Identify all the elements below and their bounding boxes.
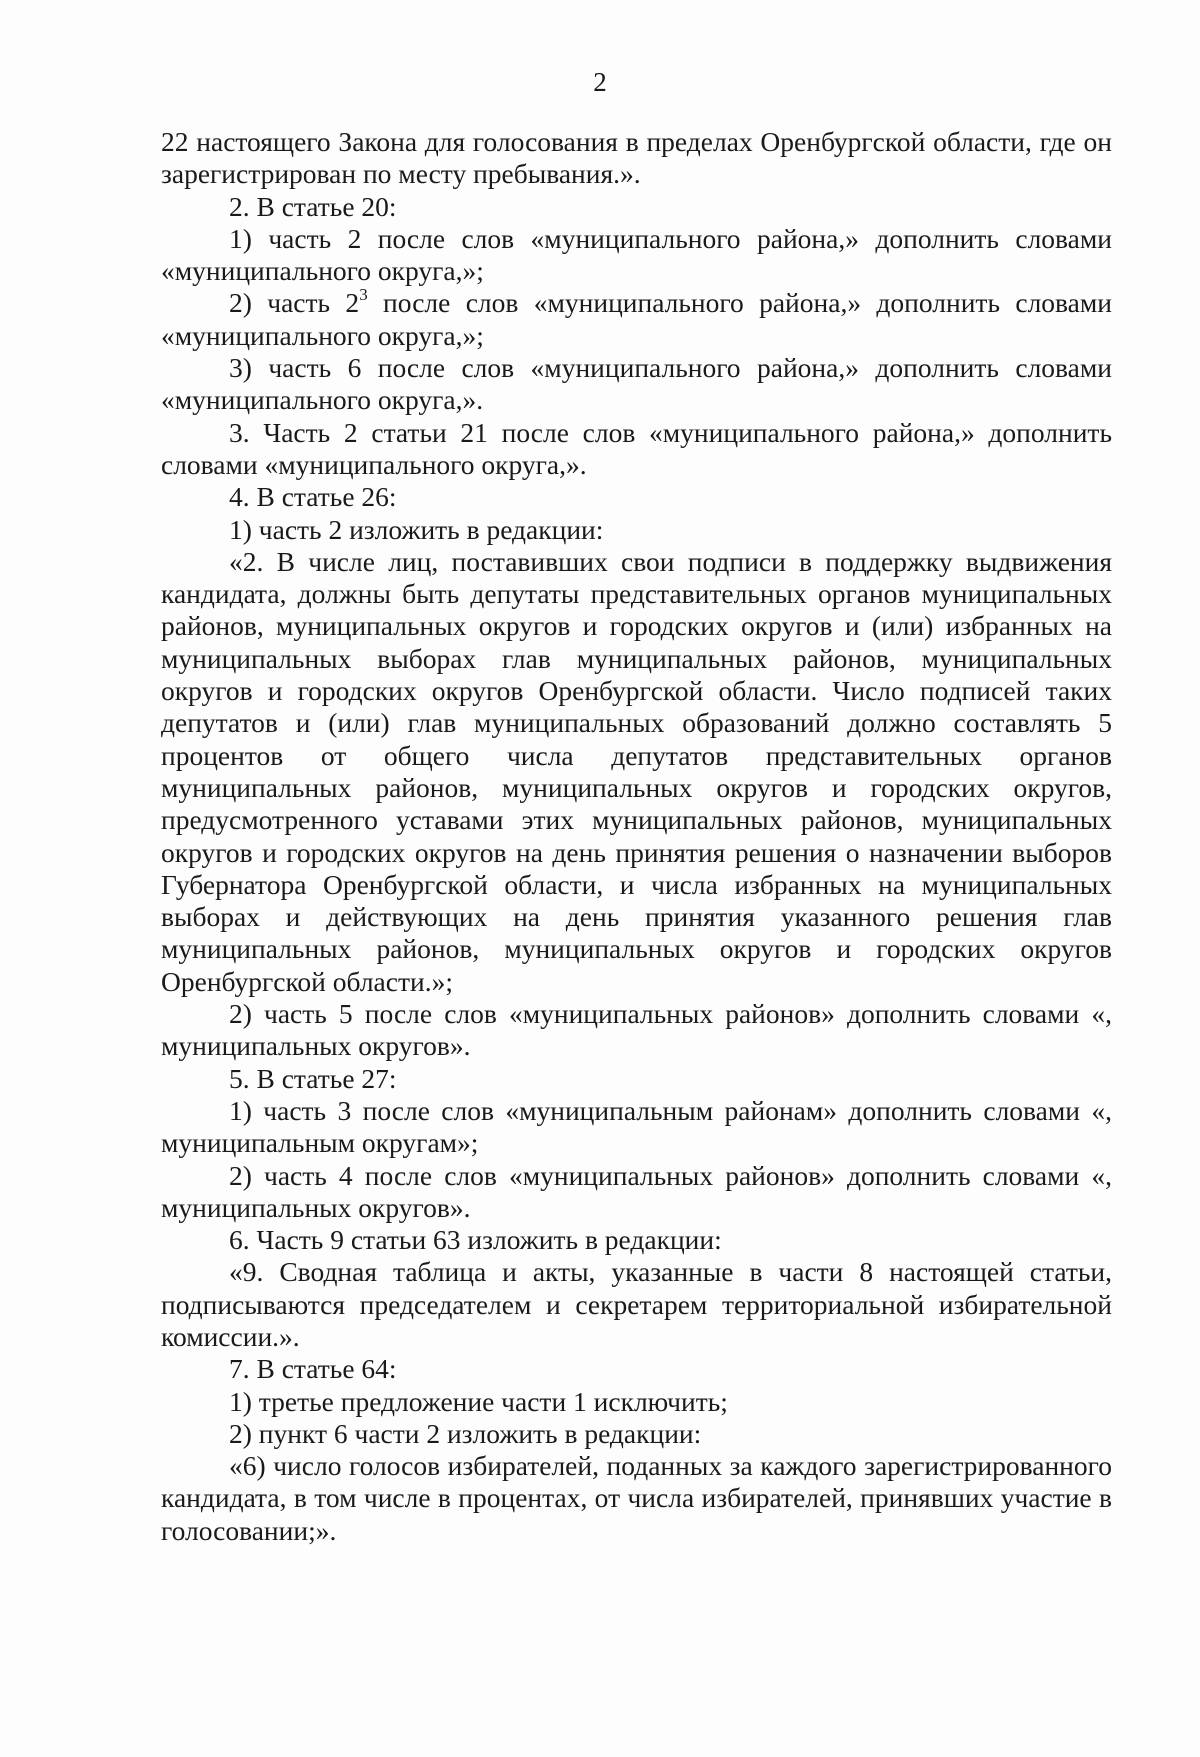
paragraph-item-2-heading: 2. В статье 20: xyxy=(229,190,397,222)
paragraph-item-2-sub-1: 1) часть 2 после слов «муниципального района,» дополнить словами «муниципального округа,»; xyxy=(161,222,1112,287)
paragraph-item-2-sub-3: 3) часть 6 после слов «муниципального района,» дополнить словами «муниципального округа,». xyxy=(161,352,1112,416)
paragraph-item-3: 3. Часть 2 статьи 21 после слов «муниципального района,» дополнить словами «муниципального округа,». xyxy=(161,416,1112,480)
paragraph-item-5-sub-1: 1) часть 3 после слов «муниципальным районам» дополнить словами «, муниципальным округам»; xyxy=(161,1094,1112,1159)
paragraph-item-4-sub-2: 2) часть 5 после слов «муниципальных районов» дополнить словами «, муниципальных округов». xyxy=(161,998,1112,1062)
paragraph-item-2-sub-2 xyxy=(161,287,1112,352)
paragraph-continuation: 22 настоящего Закона для голосования в пределах Оренбургской области, где он зарегистрирован по месту пребывания.». xyxy=(161,126,1112,190)
paragraph-item-4-heading: 4. В статье 26: xyxy=(229,481,397,513)
paragraph-item-4-sub-1: 1) часть 2 изложить в редакции: xyxy=(229,513,604,545)
paragraph-quoted-part-2: «2. В числе лиц, поставивших свои подписи в поддержку выдвижения кандидата, должны быть депутаты представительных органов муниципальных районов, муниципальных округов и городских округов и (или) избранных на муниципальных выборах глав муниципальных районов, муниципальных округов и городских округов Оренбургской области. Число подписей таких депутатов и (или) глав муниципальных образований должно составлять 5 процентов от общего числа депутатов представительных органов муниципальных районов, муниципальных округов и городских округов, предусмотренного уставами этих муниципальных районов, муниципальных округов и городских округов на день принятия решения о назначении выборов Губернатора Оренбургской области, и числа избранных на муниципальных выборах и действующих на день принятия указанного решения глав муниципальных районов, муниципальных округов и городских округов Оренбургской области.»; xyxy=(161,545,1112,997)
paragraph-item-7-sub-2: 2) пункт 6 части 2 изложить в редакции: xyxy=(229,1417,702,1449)
paragraph-quoted-part-9: «9. Сводная таблица и акты, указанные в части 8 настоящей статьи, подписываются председателем и секретарем территориальной избирательной комиссии.». xyxy=(161,1256,1112,1352)
paragraph-item-5-heading: 5. В статье 27: xyxy=(229,1062,397,1094)
superscript: 3 xyxy=(359,285,368,305)
page-number: 2 xyxy=(593,67,607,97)
paragraph-item-2-sub-2-pre: 2) часть 2 xyxy=(229,287,360,319)
paragraph-item-6: 6. Часть 9 статьи 63 изложить в редакции: xyxy=(229,1224,722,1256)
paragraph-item-5-sub-2: 2) часть 4 после слов «муниципальных районов» дополнить словами «, муниципальных округов». xyxy=(161,1159,1112,1223)
paragraph-item-2-sub-2-post: после слов «муниципального района,» дополнить словами «муниципального округа,»; xyxy=(161,287,1112,351)
paragraph-quoted-point-6: «6) число голосов избирателей, поданных за каждого зарегистрированного кандидата, в том числе в процентах, от числа избирателей, принявших участие в голосовании;». xyxy=(161,1450,1112,1546)
paragraph-item-7-sub-1: 1) третье предложение части 1 исключить; xyxy=(229,1385,728,1417)
paragraph-item-7-heading: 7. В статье 64: xyxy=(229,1353,397,1385)
document-body xyxy=(161,126,1112,1547)
